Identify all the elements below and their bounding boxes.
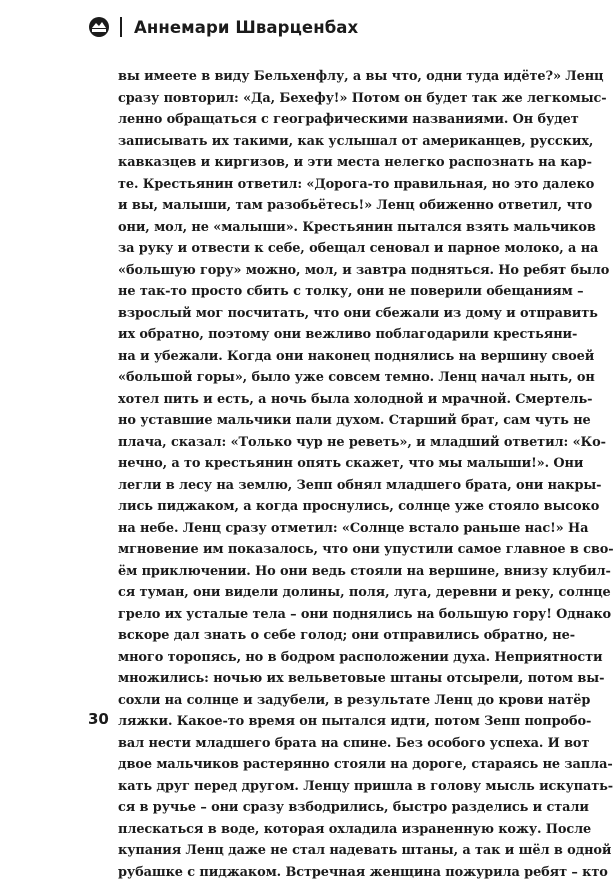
text-line: те. Крестьянин ответил: «Дорога-то правильная, но это далеко [118,174,502,196]
text-line: ленно обращаться с географическими названиями. Он будет [118,109,502,131]
text-line: ляжки. Какое-то время он пытался идти, потом Зепп попробо- [118,711,502,733]
body-text [118,66,502,883]
running-header [88,12,358,42]
text-line: вы имеете в виду Бельхенфлу, а вы что, одни туда идёте?» Ленц [118,66,502,88]
text-line: их обратно, поэтому они вежливо поблагодарили крестьяни- [118,324,502,346]
text-line: они, мол, не «малыши». Крестьянин пытался взять мальчиков [118,217,502,239]
text-line: купания Ленц даже не стал надевать штаны, а так и шёл в одной [118,840,502,862]
text-line: хотел пить и есть, а ночь была холодной и мрачной. Смертель- [118,389,502,411]
text-line: вал нести младшего брата на спине. Без особого успеха. И вот [118,733,502,755]
text-line: «большую гору» можно, мол, и завтра подняться. Но ребят было [118,260,502,282]
text-line: записывать их такими, как услышал от американцев, русских, [118,131,502,153]
text-line: много торопясь, но в бодром расположении духа. Неприятности [118,647,502,669]
text-line: лись пиджаком, а когда проснулись, солнце уже стояло высоко [118,496,502,518]
text-line: мгновение им показалось, что они упустили самое главное в сво- [118,539,502,561]
text-line: легли в лесу на землю, Зепп обнял младшего брата, они накры- [118,475,502,497]
text-line: сразу повторил: «Да, Бехефу!» Потом он будет так же легкомыс- [118,88,502,110]
text-line: на и убежали. Когда они наконец поднялись на вершину своей [118,346,502,368]
header-divider [120,17,122,37]
text-line: не так-то просто сбить с толку, они не поверили обещаниям – [118,281,502,303]
text-line: рубашке с пиджаком. Встречная женщина пожурила ребят – кто [118,862,502,883]
page-number: 30 [88,710,109,728]
text-line: плескаться в воде, которая охладила израненную кожу. После [118,819,502,841]
text-line: на небе. Ленц сразу отметил: «Солнце встало раньше нас!» На [118,518,502,540]
text-line: двое мальчиков растерянно стояли на дороге, стараясь не запла- [118,754,502,776]
text-line: кать друг перед другом. Ленцу пришла в голову мысль искупать- [118,776,502,798]
author-name: Аннемари Шварценбах [134,18,358,37]
text-line: плача, сказал: «Только чур не реветь», и младший ответил: «Ко- [118,432,502,454]
text-line: но уставшие мальчики пали духом. Старший брат, сам чуть не [118,410,502,432]
text-line: нечно, а то крестьянин опять скажет, что мы малыши!». Они [118,453,502,475]
text-line: сохли на солнце и задубели, в результате Ленц до крови натёр [118,690,502,712]
text-line: и вы, малыши, там разобьётесь!» Ленц обиженно ответил, что [118,195,502,217]
publisher-logo-icon [88,16,110,38]
text-line: грело их усталые тела – они поднялись на большую гору! Однако [118,604,502,626]
text-line: за руку и отвести к себе, обещал сеновал и парное молоко, а на [118,238,502,260]
text-line: ся в ручье – они сразу взбодрились, быстро разделись и стали [118,797,502,819]
text-line: ся туман, они видели долины, поля, луга, деревни и реку, солнце [118,582,502,604]
text-line: вскоре дал знать о себе голод; они отправились обратно, не- [118,625,502,647]
text-line: кавказцев и киргизов, и эти места нелегко распознать на кар- [118,152,502,174]
text-line: «большой горы», было уже совсем темно. Ленц начал ныть, он [118,367,502,389]
text-line: взрослый мог посчитать, что они сбежали из дому и отправить [118,303,502,325]
text-line: множились: ночью их вельветовые штаны отсырели, потом вы- [118,668,502,690]
text-line: ём приключении. Но они ведь стояли на вершине, внизу клубил- [118,561,502,583]
